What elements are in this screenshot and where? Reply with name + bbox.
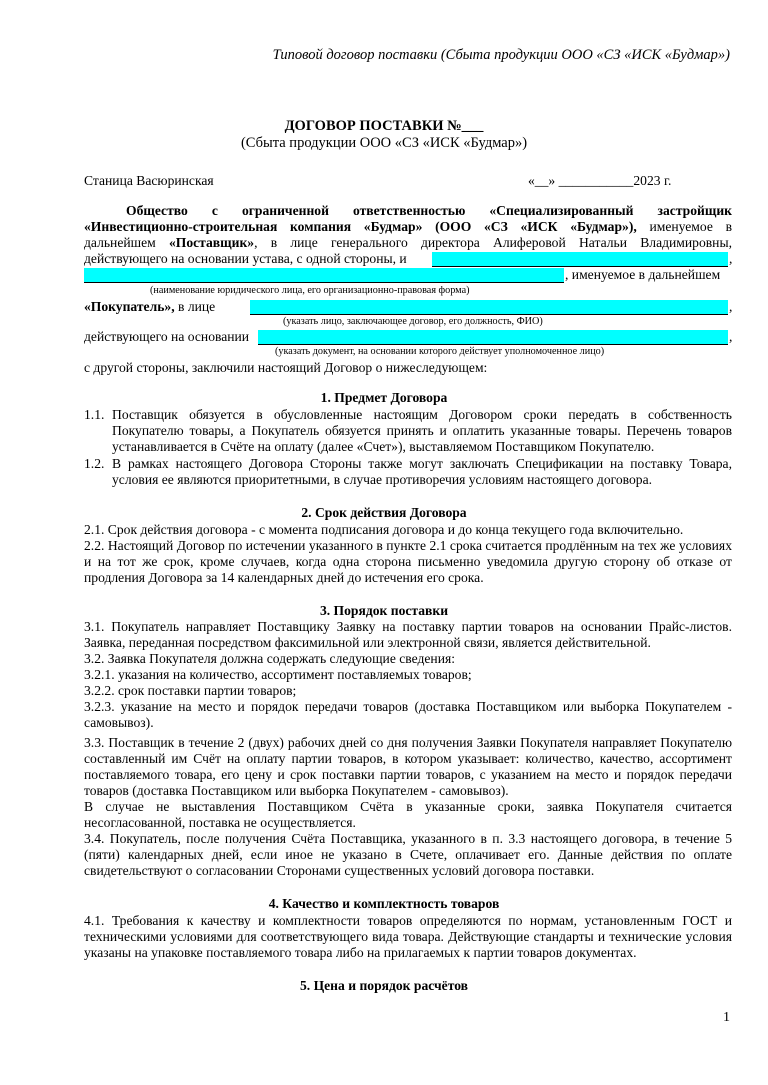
place: Станица Васюринская xyxy=(84,173,214,188)
intro-line-4: действующего на основании устава, с одной стороны, и xyxy=(84,251,407,266)
s3-p5: 3.2.3. указание на место и порядок передачи товаров (доставка Поставщиком или выборка Покупателем - самовывоз). xyxy=(84,699,732,730)
intro-line-6-rest: в лице xyxy=(174,299,216,314)
supplier-label: «Поставщик» xyxy=(168,235,255,250)
s1-p1: Поставщик обязуется в обусловленные настоящим Договором сроки передать в собственность Покупателю товары, а Покупатель обязуется принять и оплатить указанные товары. Перечень товаров устанавливается в Счёте на оплату (далее «Счет»), выставляемом Поставщиком Покупателю. xyxy=(112,407,732,454)
intro-line-3-b: , в лице генерального директора Алиферовой Натальи Владимировны, xyxy=(254,235,732,250)
contract-subtitle: (Сбыта продукции ООО «СЗ «ИСК «Будмар») xyxy=(240,135,528,151)
intro-line-7: действующего на основании xyxy=(84,329,250,344)
section-5-heading: 5. Цена и порядок расчётов xyxy=(299,978,469,993)
note-representative: (указать лицо, заключающее договор, его должность, ФИО) xyxy=(283,316,543,327)
s4-p1: 4.1. Требования к качеству и комплектности товаров определяются по нормам, установленным ГОСТ и техническими условиями для соответствующего вида товара. Действующие стандарты и технические условия указаны на упаковке поставляемого товара либо на прилагаемых к партии товаров документах. xyxy=(84,913,732,960)
section-1-heading: 1. Предмет Договора xyxy=(320,390,448,405)
authority-document-field[interactable] xyxy=(258,330,728,345)
section-4-heading: 4. Качество и комплектность товаров xyxy=(268,896,500,911)
intro-line-2 xyxy=(84,219,732,235)
intro-line-1: Общество с ограниченной ответственностью «Специализированный застройщик xyxy=(126,203,732,218)
intro-line-3-a: дальнейшем xyxy=(84,235,169,250)
s2-p1: 2.1. Срок действия договора - с момента подписания договора и до конца текущего года включительно. xyxy=(84,522,684,537)
note-authority: (указать документ, на основании которого действует уполномоченное лицо) xyxy=(275,346,605,357)
s3-p8: 3.4. Покупатель, после получения Счёта Поставщика, указанного в п. 3.3 настоящего договора, в течение 5 (пяти) календарных дней, если иное не указано в Счете, оплачивает его. Данные действия по оплате свидетельствуют о согласовании Сторонами существенных условий договора поставки. xyxy=(84,831,732,878)
s1-p1-number: 1.1. xyxy=(84,407,105,422)
intro-line-6-end: , xyxy=(729,299,733,314)
s2-p2: 2.2. Настоящий Договор по истечении указанного в пункте 2.1 срока считается продлённым на тех же условиях и на тот же срок, кроме случаев, когда одна сторона письменно уведомила другую сторону об отказе от продления Договора за 14 календарных дней до истечения его срока. xyxy=(84,538,732,585)
intro-line-6 xyxy=(84,299,215,315)
note-buyer-name: (наименование юридического лица, его организационно-правовая форма) xyxy=(150,285,470,296)
s3-p4: 3.2.2. срок поставки партии товаров; xyxy=(84,683,297,698)
s3-p3: 3.2.1. указания на количество, ассортимент поставляемых товаров; xyxy=(84,667,472,682)
s3-p1: 3.1. Покупатель направляет Поставщику Заявку на поставку партии товаров на основании Прайс-листов. Заявка, переданная посредством факсимильной или электронной связи, является действительной. xyxy=(84,619,732,650)
date: «__» ___________2023 г. xyxy=(528,173,672,188)
intro-line-7-end: , xyxy=(729,329,733,344)
intro-line-8: с другой стороны, заключили настоящий Договор о нижеследующем: xyxy=(84,360,488,375)
buyer-label: «Покупатель», xyxy=(84,299,175,314)
s3-p2: 3.2. Заявка Покупателя должна содержать следующие сведения: xyxy=(84,651,456,666)
s3-p7: В случае не выставления Поставщиком Счёта в указанные сроки, заявка Покупателя считается несогласованной, поставка не осуществляется. xyxy=(84,799,732,830)
buyer-name-field-b[interactable] xyxy=(84,268,564,283)
buyer-name-field-a[interactable] xyxy=(432,252,728,267)
intro-line-5-end: , именуемое в дальнейшем xyxy=(565,267,721,282)
intro-line-3 xyxy=(84,235,732,251)
s3-p6: 3.3. Поставщик в течение 2 (двух) рабочих дней со дня получения Заявки Покупателя направляет Покупателю составленный им Счёт на оплату партии товаров, в котором указывает: количество, качество, ассортимент поставляемого товара, его цену и срок поставки партии товаров, с указанием на место и порядок передачи товаров (доставка Поставщиком или выборка Покупателем - самовывоз). xyxy=(84,735,732,798)
intro-line-4-end: , xyxy=(729,251,733,266)
s1-p2-number: 1.2. xyxy=(84,456,105,471)
intro-line-2-bold: «Инвестиционно-строительная компания «Будмар» (ООО «СЗ «ИСК «Будмар»), xyxy=(84,219,637,234)
buyer-representative-field[interactable] xyxy=(250,300,728,315)
page-number: 1 xyxy=(723,1010,730,1025)
contract-title: ДОГОВОР ПОСТАВКИ №___ xyxy=(284,118,484,134)
s1-p2: В рамках настоящего Договора Стороны также могут заключать Спецификации на поставку Товара, условия ее являются приоритетными, в случае противоречия условиям настоящего договора. xyxy=(112,456,732,487)
section-2-heading: 2. Срок действия Договора xyxy=(301,505,467,520)
section-3-heading: 3. Порядок поставки xyxy=(319,603,449,618)
intro-line-2-rest: именуемое в xyxy=(636,219,732,234)
document-header: Типовой договор поставки (Сбыта продукции ООО «СЗ «ИСК «Будмар») xyxy=(272,47,730,63)
